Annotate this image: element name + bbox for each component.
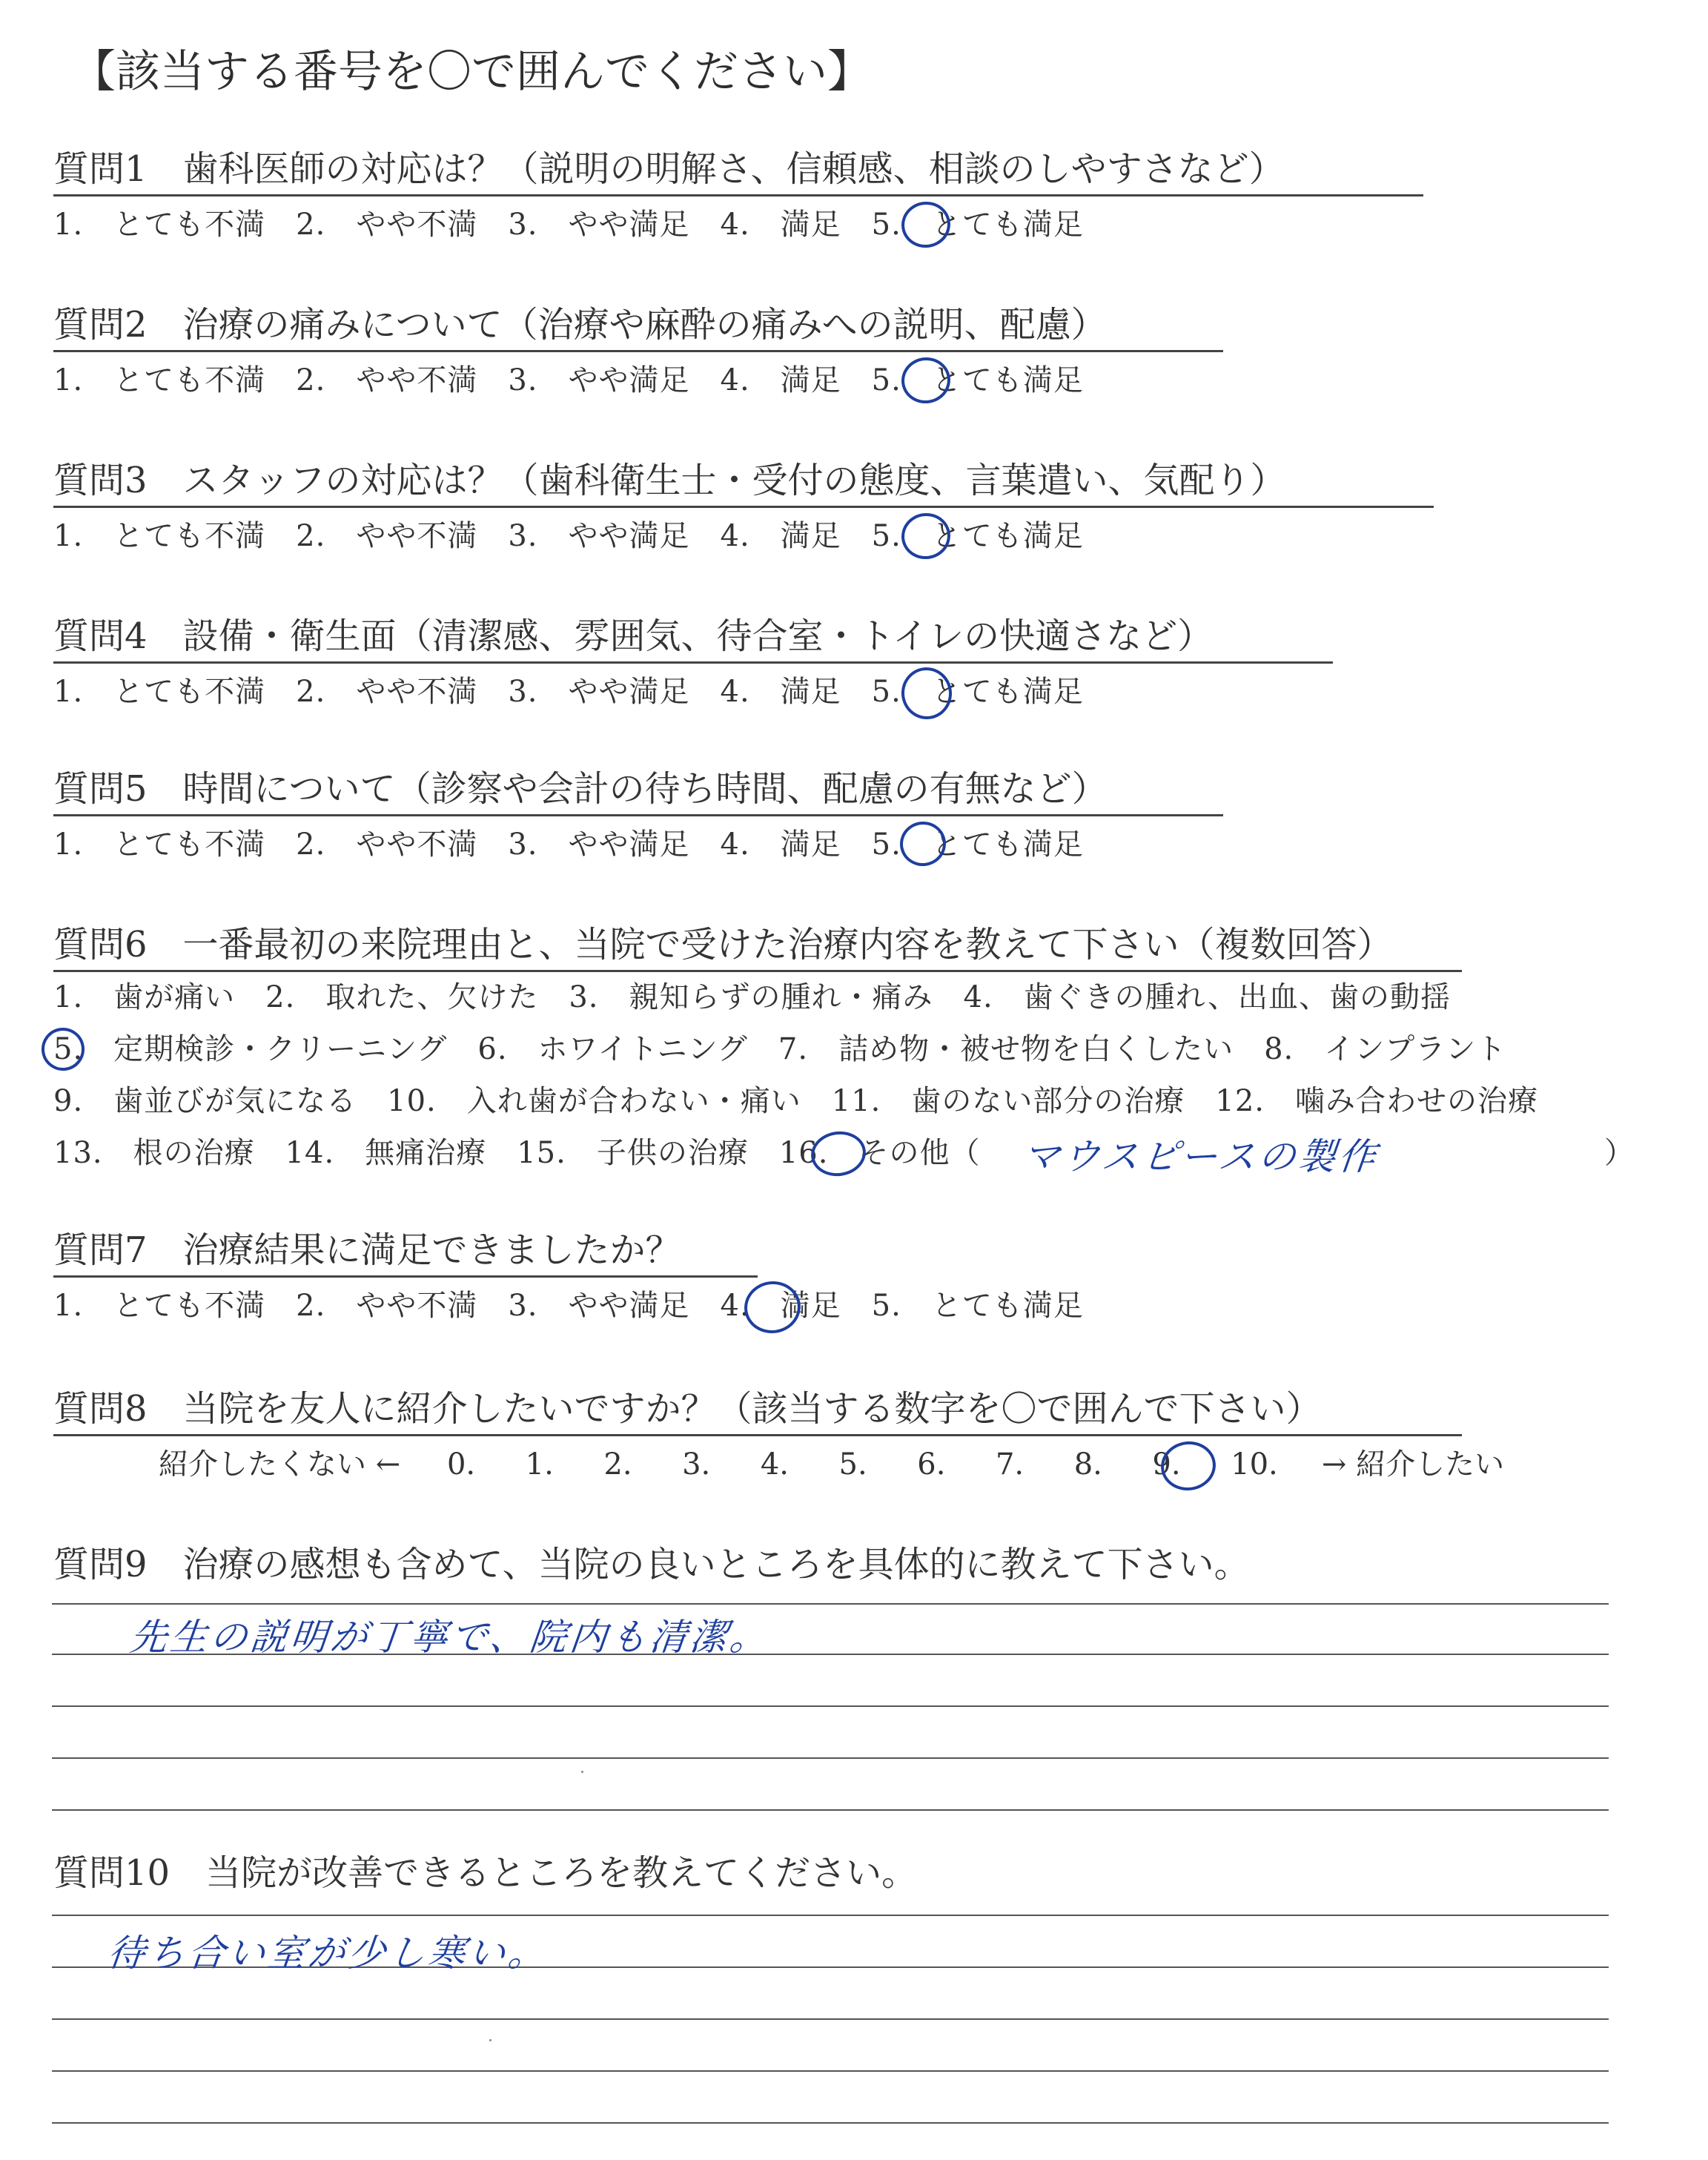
q8-right-label: → 紹介したい	[1321, 1447, 1505, 1482]
q6-options-line1: 1. 歯が痛い 2. 取れた、欠けた 3. 親知らずの腫れ・痛み 4. 歯ぐきの腫れ、出血、歯の動揺	[53, 980, 1452, 1014]
q7-options: 1. とても不満 2. やや不満 3. やや満足 4. 満足 5. とても満足	[53, 1289, 1084, 1323]
q8-scale-3: 3.	[682, 1447, 711, 1482]
q10-handwritten-answer: 待ち合い室が少し寒い。	[105, 1932, 551, 1975]
q4-options: 1. とても不満 2. やや不満 3. やや満足 4. 満足 5. とても満足	[53, 675, 1084, 709]
q10-title: 質問10 当院が改善できるところを教えてください。	[53, 1852, 918, 1894]
q7-title: 質問7 治療結果に満足できましたか？	[53, 1229, 681, 1271]
q8-scale-row	[159, 1444, 1504, 1484]
q5-underline	[53, 814, 1223, 816]
q8-scale-0: 0.	[446, 1447, 476, 1482]
q1-options: 1. とても不満 2. やや不満 3. やや満足 4. 満足 5. とても満足	[53, 208, 1084, 242]
q8-scale-8: 8.	[1073, 1447, 1102, 1482]
q9-write-line-1	[52, 1603, 1609, 1605]
q10-write-line-1	[52, 1915, 1609, 1916]
q5-options: 1. とても不満 2. やや不満 3. やや満足 4. 満足 5. とても満足	[53, 828, 1084, 862]
scan-speck	[489, 2039, 491, 2041]
q10-write-line-3	[52, 2018, 1609, 2020]
q1-underline	[53, 194, 1423, 196]
q6-options-line3: 9. 歯並びが気になる 10. 入れ歯が合わない・痛い 11. 歯のない部分の治療 12. 噛み合わせの治療	[53, 1084, 1539, 1118]
q5-title: 質問5 時間について（診察や会計の待ち時間、配慮の有無など）	[53, 768, 1108, 810]
q8-underline	[53, 1434, 1462, 1436]
q3-options: 1. とても不満 2. やや不満 3. やや満足 4. 満足 5. とても満足	[53, 519, 1084, 553]
q8-scale-5: 5.	[838, 1447, 867, 1482]
q4-title: 質問4 設備・衛生面（清潔感、雰囲気、待合室・トイレの快適さなど）	[53, 615, 1214, 657]
q9-write-line-4	[52, 1757, 1609, 1759]
q8-title: 質問8 当院を友人に紹介したいですか？（該当する数字を〇で囲んで下さい）	[53, 1388, 1322, 1430]
scan-speck	[581, 1771, 583, 1773]
q8-scale-1: 1.	[525, 1447, 554, 1482]
q6-options-line4: 13. 根の治療 14. 無痛治療 15. 子供の治療 16. その他（	[53, 1136, 981, 1170]
q9-write-line-3	[52, 1705, 1609, 1707]
q6-title: 質問6 一番最初の来院理由と、当院で受けた治療内容を教えて下さい（複数回答）	[53, 924, 1393, 965]
q9-write-line-5	[52, 1809, 1609, 1811]
q8-scale-10: 10.	[1231, 1447, 1278, 1482]
q9-handwritten-answer: 先生の説明が丁寧で、院内も清潔。	[128, 1616, 772, 1659]
q6-underline	[53, 970, 1462, 972]
q7-underline	[53, 1275, 758, 1278]
q2-title: 質問2 治療の痛みについて（治療や麻酔の痛みへの説明、配慮）	[53, 304, 1107, 346]
q6-options-line2: 5. 定期検診・クリーニング 6. ホワイトニング 7. 詰め物・被せ物を白くしたい 8. インプラント	[53, 1032, 1507, 1066]
q10-write-line-5	[52, 2122, 1609, 2124]
q8-scale-2: 2.	[603, 1447, 632, 1482]
q9-title: 質問9 治療の感想も含めて、当院の良いところを具体的に教えて下さい。	[53, 1544, 1250, 1585]
q8-scale-7: 7.	[995, 1447, 1025, 1482]
q2-underline	[53, 350, 1223, 352]
q8-scale-9: 9.	[1152, 1447, 1181, 1482]
q1-title: 質問1 歯科医師の対応は？（説明の明解さ、信頼感、相談のしやすさなど）	[53, 148, 1285, 190]
q6-other-handwriting: マウスピースの製作	[1020, 1135, 1381, 1178]
q6-other-close-paren: ）	[1604, 1136, 1635, 1170]
q8-scale-4: 4.	[760, 1447, 789, 1482]
q3-underline	[53, 506, 1434, 508]
q4-underline	[53, 661, 1333, 664]
q8-scale-6: 6.	[917, 1447, 946, 1482]
q10-write-line-4	[52, 2070, 1609, 2072]
page-header: 【該当する番号を〇で囲んでください】	[71, 46, 872, 98]
q8-left-label: 紹介したくない ←	[159, 1447, 401, 1482]
q3-title: 質問3 スタッフの対応は？（歯科衛生士・受付の態度、言葉遣い、気配り）	[53, 460, 1286, 501]
q2-options: 1. とても不満 2. やや不満 3. やや満足 4. 満足 5. とても満足	[53, 363, 1084, 397]
